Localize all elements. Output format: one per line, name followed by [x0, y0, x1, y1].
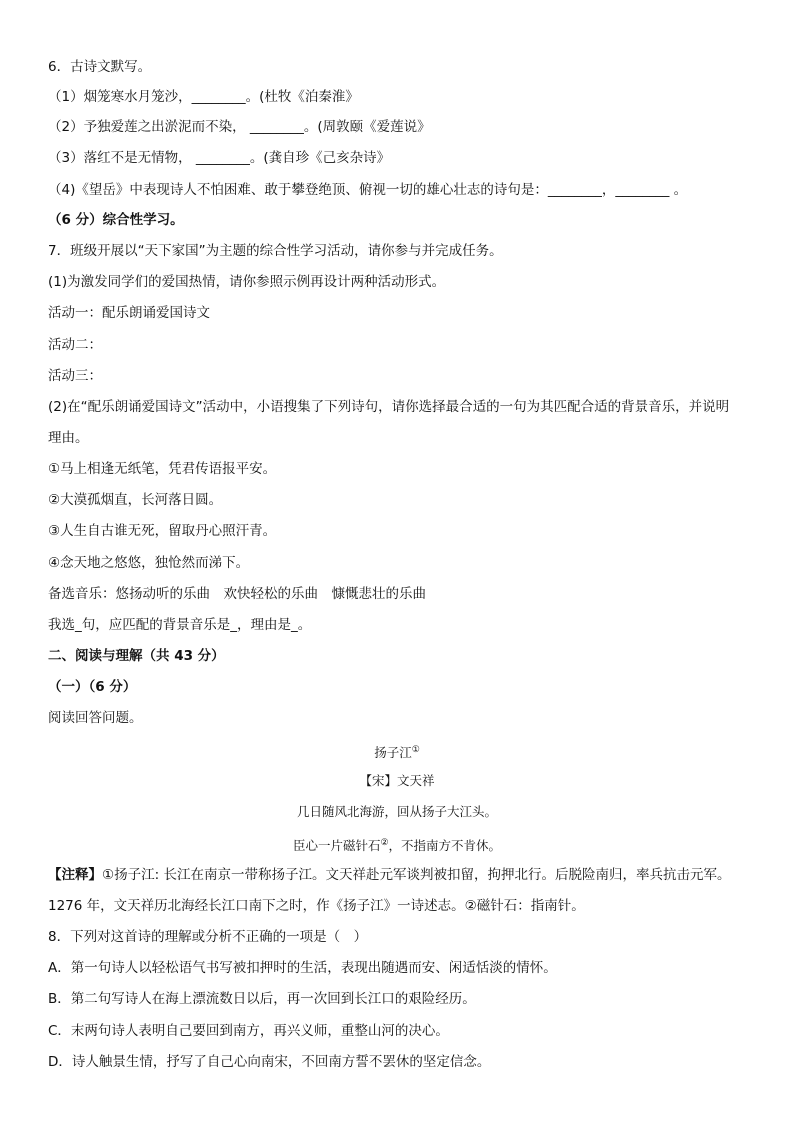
q6-title: 6．古诗文默写。 [48, 59, 152, 75]
poem-author: 【宋】文天祥 [359, 773, 435, 788]
poem-title-note-mark: ① [411, 745, 420, 755]
note-label: 【注释】 [48, 867, 102, 883]
note-line-1 [48, 866, 730, 884]
note-line-2: 1276 年，文天祥历北海经长江口南下之时，作《扬子江》一诗述志。②磁针石：指南针。 [48, 898, 585, 914]
poem-line-2-b: ，不指南方不肯休。 [388, 838, 502, 854]
q6-line-1: （1）烟笼寒水月笼沙，________。(杜牧《泊秦淮》 [48, 89, 359, 105]
q7-option-3: ③人生自古谁无死，留取丹心照汗青。 [48, 523, 277, 539]
q7-option-4: ④念天地之悠悠，独怆然而涕下。 [48, 555, 250, 571]
poem-title-text: 扬子江 [374, 745, 412, 761]
q7-music-options: 备选音乐：悠扬动听的乐曲 欢快轻松的乐曲 慷慨悲壮的乐曲 [48, 586, 426, 602]
q7-activity-1: 活动一：配乐朗诵爱国诗文 [48, 305, 210, 321]
subsection-1-heading: （一）（6 分） [48, 679, 137, 695]
section-2-heading: 二、阅读与理解（共 43 分） [48, 648, 225, 664]
poem-line-2-a: 臣心一片磁针石 [292, 838, 381, 854]
q6-line-4: （4)《望岳》中表现诗人不怕困难、敢于攀登绝顶、俯视一切的雄心壮志的诗句是：________，________ 。 [48, 182, 688, 198]
q7-option-1: ①马上相逢无纸笔，凭君传语报平安。 [48, 461, 277, 477]
q7-answer-line: 我选_句，应匹配的背景音乐是_，理由是_。 [48, 617, 312, 633]
q7-option-2: ②大漠孤烟直，长河落日圆。 [48, 492, 223, 508]
read-prompt: 阅读回答问题。 [48, 710, 143, 726]
q7-activity-3: 活动三： [48, 368, 102, 384]
q7-part2-line-b: 理由。 [48, 430, 89, 446]
section-zonghe-heading: （6 分）综合性学习。 [48, 212, 184, 228]
note-text-1: ①扬子江: 长江在南京一带称扬子江。文天祥赴元军谈判被扣留，拘押北行。后脱险南归，率兵抗击元军。 [102, 867, 731, 883]
poem-title [0, 741, 794, 762]
q8-option-b: B．第二句写诗人在海上漂流数日以后，再一次回到长江口的艰险经历。 [48, 991, 476, 1007]
poem-line-2 [0, 834, 794, 855]
q6-line-2: （2）予独爱莲之出淤泥而不染， ________。(周敦颐《爱莲说》 [48, 119, 431, 135]
poem-line-2-note-mark: ② [380, 838, 389, 848]
q6-line-3: （3）落红不是无情物， ________。(龚自珍《己亥杂诗》 [48, 150, 391, 166]
q7-activity-2: 活动二： [48, 337, 102, 353]
q7-part2-line-a: (2)在“配乐朗诵爱国诗文”活动中，小语搜集了下列诗句，请你选择最合适的一句为其匹配合适的背景音乐，并说明 [48, 399, 730, 415]
q8-title: 8．下列对这首诗的理解或分析不正确的一项是（ ） [48, 929, 368, 945]
q8-option-c: C．末两句诗人表明自己要回到南方，再兴义师，重整山河的决心。 [48, 1023, 449, 1039]
q7-part1: (1)为激发同学们的爱国热情，请你参照示例再设计两种活动形式。 [48, 274, 446, 290]
q8-option-a: A．第一句诗人以轻松语气书写被扣押时的生活，表现出随遇而安、闲适恬淡的情怀。 [48, 960, 557, 976]
poem-line-1: 几日随风北海游，回从扬子大江头。 [296, 804, 497, 819]
q7-title: 7．班级开展以“天下家国”为主题的综合性学习活动，请你参与并完成任务。 [48, 243, 503, 259]
q8-option-d: D．诗人触景生情，抒写了自己心向南宋，不回南方誓不罢休的坚定信念。 [48, 1054, 491, 1070]
